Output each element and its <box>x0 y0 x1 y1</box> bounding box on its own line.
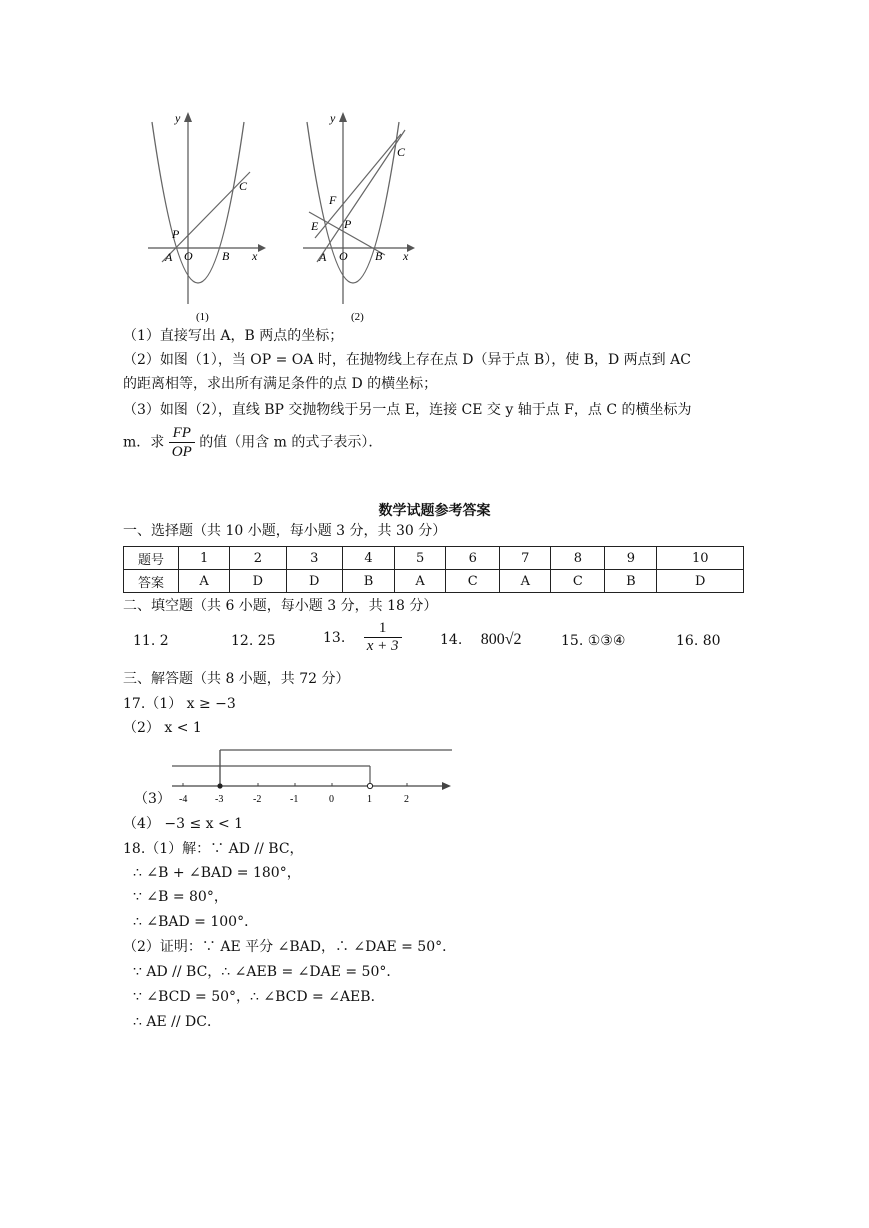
label-p: P <box>344 217 352 231</box>
table-row-numbers <box>124 547 744 570</box>
q17-part-3: （3） <box>134 791 171 807</box>
label-o: O <box>184 249 193 263</box>
section-solve-heading: 三、解答题（共 8 小题，共 72 分） <box>123 671 350 687</box>
label-b: B <box>222 249 230 263</box>
tick-label: 1 <box>367 794 372 805</box>
caption: (1) <box>196 311 209 323</box>
solid-point-neg3 <box>217 783 222 788</box>
table-cell: A <box>500 570 551 593</box>
choice-answer-table <box>123 546 744 593</box>
q18-line-8: ∴ AE // DC． <box>133 1014 221 1030</box>
table-cell: 9 <box>605 547 657 570</box>
table-cell: B <box>605 570 657 593</box>
open-point-1 <box>367 783 372 788</box>
q17-part-4: （4） −3 ≤ x < 1 <box>123 816 244 832</box>
tick-label: 0 <box>329 794 334 805</box>
fill-answer-16: 16. 80 <box>676 633 721 649</box>
question-part-1: （1）直接写出 A，B 两点的坐标； <box>123 328 344 344</box>
question-part-2-line-1: （2）如图（1），当 OP = OA 时，在抛物线上存在点 D（异于点 B），使 B，D 两点到 AC <box>123 352 691 368</box>
q18-line-7: ∵ ∠BCD = 50°，∴ ∠BCD = ∠AEB． <box>133 989 385 1005</box>
question-part-3-line-1: （3）如图（2），直线 BP 交抛物线于另一点 E，连接 CE 交 y 轴于点 F，点 C 的横坐标为 <box>123 402 692 418</box>
q3-fraction-denominator: OP <box>171 444 192 460</box>
label-a: A <box>165 250 173 264</box>
table-cell: D <box>286 570 342 593</box>
label-f: F <box>329 193 337 207</box>
table-cell: A <box>179 570 230 593</box>
q17-part-1: 17.（1） x ≥ −3 <box>123 696 236 712</box>
q3-fraction-numerator: FP <box>169 424 195 443</box>
table-row-answers <box>124 570 744 593</box>
table-cell: 4 <box>342 547 394 570</box>
q18-line-1: 18.（1）解：∵ AD // BC， <box>123 841 304 857</box>
number-line-arrow <box>442 782 451 790</box>
label-x: x <box>252 249 258 263</box>
label-c: C <box>397 145 406 159</box>
table-cell: 5 <box>395 547 446 570</box>
caption: (2) <box>351 311 364 323</box>
q18-line-6: ∵ AD // BC，∴ ∠AEB = ∠DAE = 50°． <box>133 964 401 980</box>
q3-suffix: 的值（用含 m 的式子表示）． <box>199 434 383 451</box>
table-cell: 10 <box>657 547 744 570</box>
fill-13-numerator: 1 <box>364 620 402 638</box>
fill-answer-14 <box>440 631 522 649</box>
label-a: A <box>319 250 327 264</box>
table-cell: A <box>395 570 446 593</box>
label-c: C <box>239 179 248 193</box>
q17-part-2: （2） x < 1 <box>123 720 202 736</box>
table-cell: 3 <box>286 547 342 570</box>
table-cell: C <box>551 570 605 593</box>
table-cell: 6 <box>446 547 500 570</box>
label-y: y <box>175 111 181 125</box>
fill-14-value: 800√2 <box>480 631 522 648</box>
table-cell: C <box>446 570 500 593</box>
y-axis-arrow <box>339 112 347 122</box>
table-cell: D <box>230 570 286 593</box>
figure-1 <box>140 108 280 326</box>
fill-13-label: 13. <box>323 629 346 646</box>
table-cell: 8 <box>551 547 605 570</box>
label-x: x <box>403 249 409 263</box>
fill-14-label: 14. <box>440 632 463 648</box>
fill-answer-15: 15. ①③④ <box>561 633 626 649</box>
q3-fraction <box>169 424 195 461</box>
figure-2 <box>295 108 425 326</box>
q18-line-2: ∴ ∠B + ∠BAD = 180°， <box>133 865 301 881</box>
table-cell: D <box>657 570 744 593</box>
section-fill-heading: 二、填空题（共 6 小题，每小题 3 分，共 18 分） <box>123 598 438 614</box>
y-axis-arrow <box>184 112 192 122</box>
x-axis-arrow <box>258 244 266 252</box>
label-p: P <box>172 227 180 241</box>
q18-line-3: ∵ ∠B = 80°， <box>133 889 228 905</box>
label-o: O <box>339 249 348 263</box>
table-cell: 7 <box>500 547 551 570</box>
q18-line-4: ∴ ∠BAD = 100°． <box>133 914 259 930</box>
fill-13-denominator: x + 3 <box>366 638 399 654</box>
label-b: B <box>375 249 383 263</box>
table-cell: 1 <box>179 547 230 570</box>
fill-answer-12: 12. 25 <box>231 633 276 649</box>
fill-13-fraction <box>364 620 402 655</box>
table-cell: 2 <box>230 547 286 570</box>
table-header-answer: 答案 <box>124 570 179 593</box>
tick-label: -1 <box>290 794 299 805</box>
label-e: E <box>311 219 319 233</box>
tick-label: -4 <box>179 794 188 805</box>
fill-answer-13 <box>323 620 402 655</box>
question-part-3-line-2 <box>123 424 382 461</box>
q3-prefix: m．求 <box>123 434 165 451</box>
fill-answer-11: 11. 2 <box>133 633 169 649</box>
tick-label: -2 <box>253 794 262 805</box>
section-choice-heading: 一、选择题（共 10 小题，每小题 3 分，共 30 分） <box>123 523 447 539</box>
q18-line-5: （2）证明：∵ AE 平分 ∠BAD，∴ ∠DAE = 50°． <box>123 939 457 955</box>
tick-label: 2 <box>404 794 409 805</box>
answers-title: 数学试题参考答案 <box>378 503 491 519</box>
number-line <box>170 746 454 808</box>
tick-label: -3 <box>215 794 224 805</box>
question-part-2-line-2: 的距离相等，求出所有满足条件的点 D 的横坐标； <box>123 376 438 392</box>
table-header-number: 题号 <box>124 547 179 570</box>
table-cell: B <box>342 570 394 593</box>
label-y: y <box>330 111 336 125</box>
